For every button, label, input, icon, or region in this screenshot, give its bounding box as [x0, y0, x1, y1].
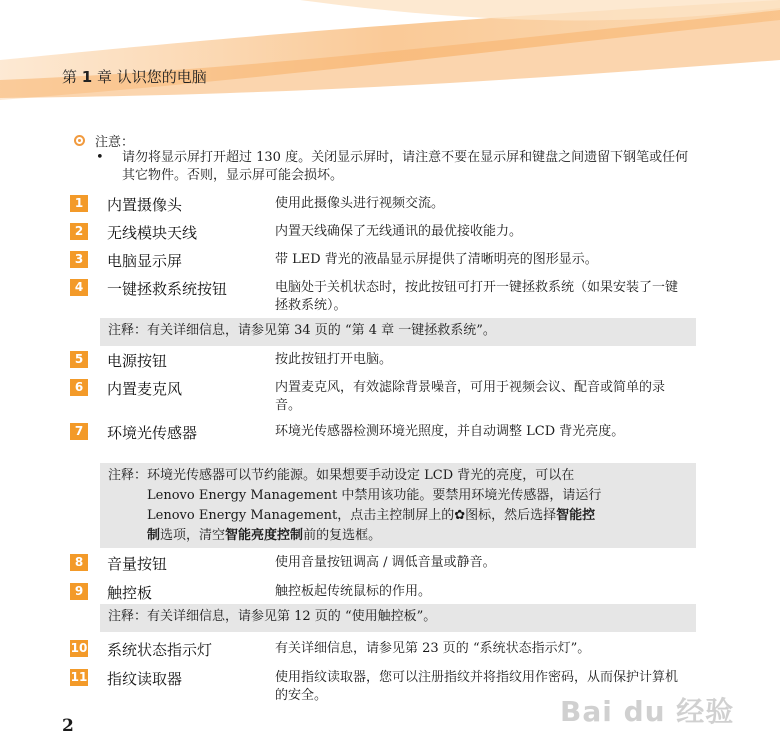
item-number-badge: 3 — [70, 251, 88, 268]
item-number-badge: 4 — [70, 279, 88, 296]
item-label: 指纹读取器 — [107, 670, 183, 688]
watermark: Bai du 经验 — [560, 695, 735, 728]
item-desc: 触控板起传统鼠标的作用。 — [275, 584, 432, 599]
page-number: 2 — [62, 716, 74, 736]
item-label: 电脑显示屏 — [107, 252, 183, 270]
item-desc: 有关详细信息，请参见第 23 页的 “系统状态指示灯”。 — [275, 641, 591, 656]
item-number-badge: 9 — [70, 583, 88, 600]
item-number-badge: 8 — [70, 554, 88, 571]
item-number-badge: 10 — [70, 641, 88, 655]
item-number-badge: 2 — [70, 223, 88, 240]
item-label: 系统状态指示灯 — [107, 641, 213, 659]
item-number-badge: 7 — [70, 423, 88, 440]
item-desc: 使用此摄像头进行视频交流。 — [275, 196, 445, 211]
note-box: 注释：有关详细信息，请参见第 34 页的 “第 4 章 一键拯救系统”。 — [100, 318, 696, 346]
chapter-title: 第 1 章 认识您的电脑 — [62, 68, 207, 86]
item-label: 触控板 — [107, 584, 153, 602]
item-label: 无线模块天线 — [107, 224, 198, 242]
note-icon — [74, 135, 85, 146]
item-label: 一键拯救系统按钮 — [107, 280, 228, 298]
item-label: 内置麦克风 — [107, 380, 183, 398]
note-box: 注释： 环境光传感器可以节约能源。如果想要手动设定 LCD 背光的亮度，可以在 Lenovo Energy Management 中禁用该功能。要禁用环境光传感器，请运行 Lenovo Energy Management，点击主控制屏上的✿图标，然后选择智能控 制选项，清空智能亮度控制前的复选框。 — [100, 463, 696, 548]
item-desc: 带 LED 背光的液晶显示屏提供了清晰明亮的图形显示。 — [275, 252, 598, 267]
item-desc: 环境光传感器检测环境光照度，并自动调整 LCD 背光亮度。 — [275, 424, 625, 439]
item-label: 电源按钮 — [107, 352, 168, 370]
item-number-badge: 1 — [70, 195, 88, 212]
item-label: 环境光传感器 — [107, 424, 198, 442]
note-box: 注释：有关详细信息，请参见第 12 页的 “使用触控板”。 — [100, 604, 696, 632]
item-number-badge: 11 — [70, 670, 88, 684]
note-heading — [74, 131, 134, 150]
gear-icon: ✿ — [454, 508, 466, 523]
note-text: 请勿将显示屏打开超过 130 度。关闭显示屏时，请注意不要在显示屏和键盘之间遗留下钢笔或任何其它物件。否则，显示屏可能会损坏。 — [122, 150, 689, 183]
note-bullet: • 请勿将显示屏打开超过 130 度。关闭显示屏时，请注意不要在显示屏和键盘之间遗留下钢笔或任何其它物件。否则，显示屏可能会损坏。 — [96, 149, 691, 185]
item-number-badge: 5 — [70, 351, 88, 368]
item-desc: 使用指纹读取器，您可以注册指纹并将指纹用作密码，从而保护计算机的安全。 — [275, 670, 679, 703]
item-label: 音量按钮 — [107, 555, 168, 573]
item-label: 内置摄像头 — [107, 196, 183, 214]
item-desc: 按此按钮打开电脑。 — [275, 352, 393, 367]
header-banner — [0, 0, 780, 110]
item-number-badge: 6 — [70, 379, 88, 396]
note-title: 注意： — [95, 135, 135, 150]
item-desc: 内置麦克风，有效滤除背景噪音，可用于视频会议、配音或简单的录音。 — [275, 380, 666, 413]
item-desc: 使用音量按钮调高 / 调低音量或静音。 — [275, 555, 496, 570]
item-desc: 电脑处于关机状态时，按此按钮可打开一键拯救系统（如果安装了一键拯救系统）。 — [275, 280, 679, 313]
item-desc: 内置天线确保了无线通讯的最优接收能力。 — [275, 224, 523, 239]
